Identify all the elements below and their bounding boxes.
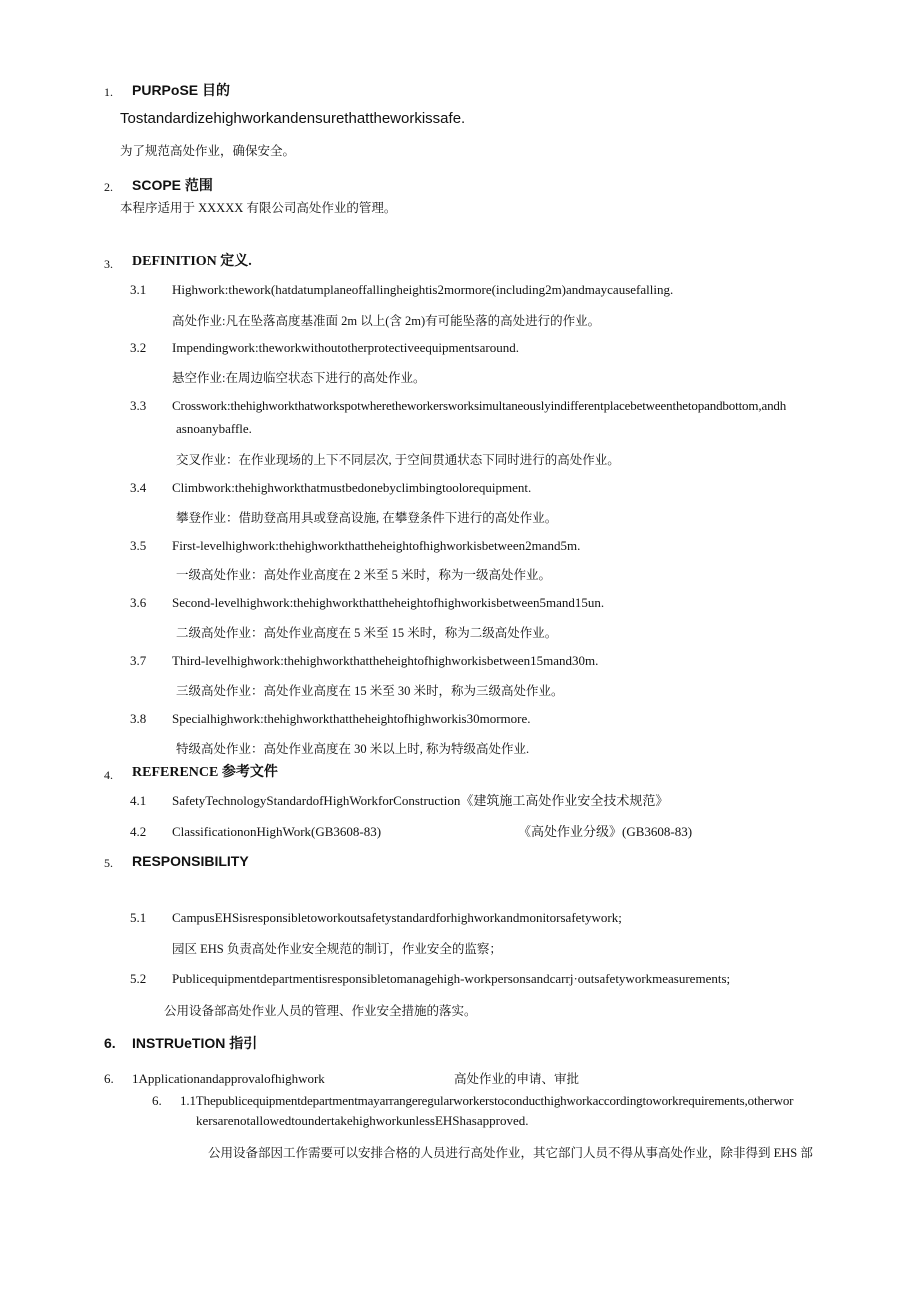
responsibility-5-2-number: 5.2	[130, 971, 147, 986]
definition-3-2-number: 3.2	[130, 340, 147, 355]
reference-4-1-number: 4.1	[130, 793, 147, 808]
reference-4-1-text: SafetyTechnologyStandardofHighWorkforConstruction《建筑施工高处作业安全技术规范》	[172, 793, 669, 808]
definition-3-1-english: Highwork:thework(hatdatumplaneoffallingheightis2mormore(including2m)andmaycausefalling.	[172, 282, 674, 297]
section-4-number: 4.	[104, 768, 113, 782]
definition-3-8-number: 3.8	[130, 711, 147, 726]
section-2-number: 2.	[104, 180, 113, 194]
definition-3-1-chinese: 高处作业:凡在坠落高度基准面 2m 以上(含 2m)有可能坠落的高处进行的作业。	[172, 314, 601, 328]
definition-3-7-chinese: 三级高处作业：高处作业高度在 15 米至 30 米时，称为三级高处作业。	[176, 684, 564, 698]
instruction-6-1-number: 6.	[104, 1071, 114, 1086]
instruction-6-1-chinese: 高处作业的申请、审批	[454, 1072, 580, 1086]
definition-3-4-chinese: 攀登作业：借助登高用具或登高设施, 在攀登条件下进行的高处作业。	[176, 511, 558, 525]
definition-3-2-chinese: 悬空作业:在周边临空状态下进行的高处作业。	[172, 371, 426, 385]
definition-3-5-number: 3.5	[130, 538, 147, 553]
section-1-chinese-text: 为了规范高处作业，确保安全。	[120, 144, 296, 158]
section-2-heading: SCOPE 范围	[132, 177, 213, 193]
definition-3-7-number: 3.7	[130, 653, 147, 668]
definition-3-3-english-cont: asnoanybaffle.	[176, 421, 252, 436]
instruction-6-1-1-english: 1.1Thepublicequipmentdepartmentmayarrangeregularworkerstoconducthighworkaccordingtoworkrequirements,otherwor	[180, 1093, 794, 1108]
section-1-number: 1.	[104, 85, 113, 99]
definition-3-3-number: 3.3	[130, 398, 147, 413]
responsibility-5-1-english: CampusEHSisresponsibletoworkoutsafetystandardforhighworkandmonitorsafetywork;	[172, 910, 622, 925]
definition-3-3-english: Crosswork:thehighworkthatworkspotwheretheworkersworksimultaneouslyindifferentplacebetweenthetopandbottom,andh	[172, 398, 787, 413]
reference-4-2-chinese: 《高处作业分级》(GB3608-83)	[518, 824, 693, 839]
definition-3-5-chinese: 一级高处作业：高处作业高度在 2 米至 5 米时，称为一级高处作业。	[176, 568, 552, 582]
reference-4-2-english: ClassificationonHighWork(GB3608-83)	[172, 824, 382, 839]
definition-3-8-english: Specialhighwork:thehighworkthattheheightofhighworkis30mormore.	[172, 711, 531, 726]
definition-3-2-english: Impendingwork:theworkwithoutotherprotectiveequipmentsaround.	[172, 340, 519, 355]
section-5-heading: RESPONSIBILITY	[132, 853, 249, 869]
responsibility-5-1-chinese: 园区 EHS 负责高处作业安全规范的制订，作业安全的监察；	[172, 942, 502, 956]
instruction-6-1-1-chinese: 公用设备部因工作需要可以安排合格的人员进行高处作业，其它部门人员不得从事高处作业，除非得到 EHS 部	[208, 1146, 813, 1160]
definition-3-6-number: 3.6	[130, 595, 147, 610]
definition-3-8-chinese: 特级高处作业：高处作业高度在 30 米以上时, 称为特级高处作业.	[176, 742, 530, 756]
definition-3-5-english: First-levelhighwork:thehighworkthattheheightofhighworkisbetween2mand5m.	[172, 538, 581, 553]
instruction-6-1-english: 1Applicationandapprovalofhighwork	[132, 1071, 325, 1086]
responsibility-5-2-english: Publicequipmentdepartmentisresponsibletomanagehigh-workpersonsandcarrj·outsafetyworkmeasurements;	[172, 971, 731, 986]
section-6-number: 6.	[104, 1035, 116, 1051]
reference-4-2-number: 4.2	[130, 824, 147, 839]
responsibility-5-2-chinese: 公用设备部高处作业人员的管理、作业安全措施的落实。	[164, 1004, 477, 1018]
section-1-english-text: Tostandardizehighworkandensurethattheworkissafe.	[120, 110, 466, 127]
section-6-heading: INSTRUeTION 指引	[132, 1035, 258, 1051]
section-3-number: 3.	[104, 257, 113, 271]
responsibility-5-1-number: 5.1	[130, 910, 147, 925]
instruction-6-1-1-english-cont: kersarenotallowedtoundertakehighworkunlessEHShasapproved.	[196, 1113, 529, 1128]
section-4-heading: REFERENCE 参考文件	[132, 765, 278, 780]
definition-3-4-number: 3.4	[130, 480, 147, 495]
section-5-number: 5.	[104, 856, 113, 870]
instruction-6-1-1-number: 6.	[152, 1093, 162, 1108]
definition-3-7-english: Third-levelhighwork:thehighworkthattheheightofhighworkisbetween15mand30m.	[172, 653, 599, 668]
definition-3-6-english: Second-levelhighwork:thehighworkthattheheightofhighworkisbetween5mand15un.	[172, 595, 605, 610]
section-3-heading: DEFINITION 定义.	[132, 254, 252, 269]
section-2-chinese-text: 本程序适用于 XXXXX 有限公司高处作业的管理。	[120, 201, 397, 215]
section-1-heading: PURPoSE 目的	[132, 82, 231, 98]
definition-3-6-chinese: 二级高处作业：高处作业高度在 5 米至 15 米时，称为二级高处作业。	[176, 626, 558, 640]
definition-3-4-english: Climbwork:thehighworkthatmustbedonebyclimbingtoolorequipment.	[172, 480, 532, 495]
definition-3-1-number: 3.1	[130, 282, 147, 297]
definition-3-3-chinese: 交叉作业：在作业现场的上下不同层次, 于空间贯通状态下同时进行的高处作业。	[176, 453, 620, 467]
